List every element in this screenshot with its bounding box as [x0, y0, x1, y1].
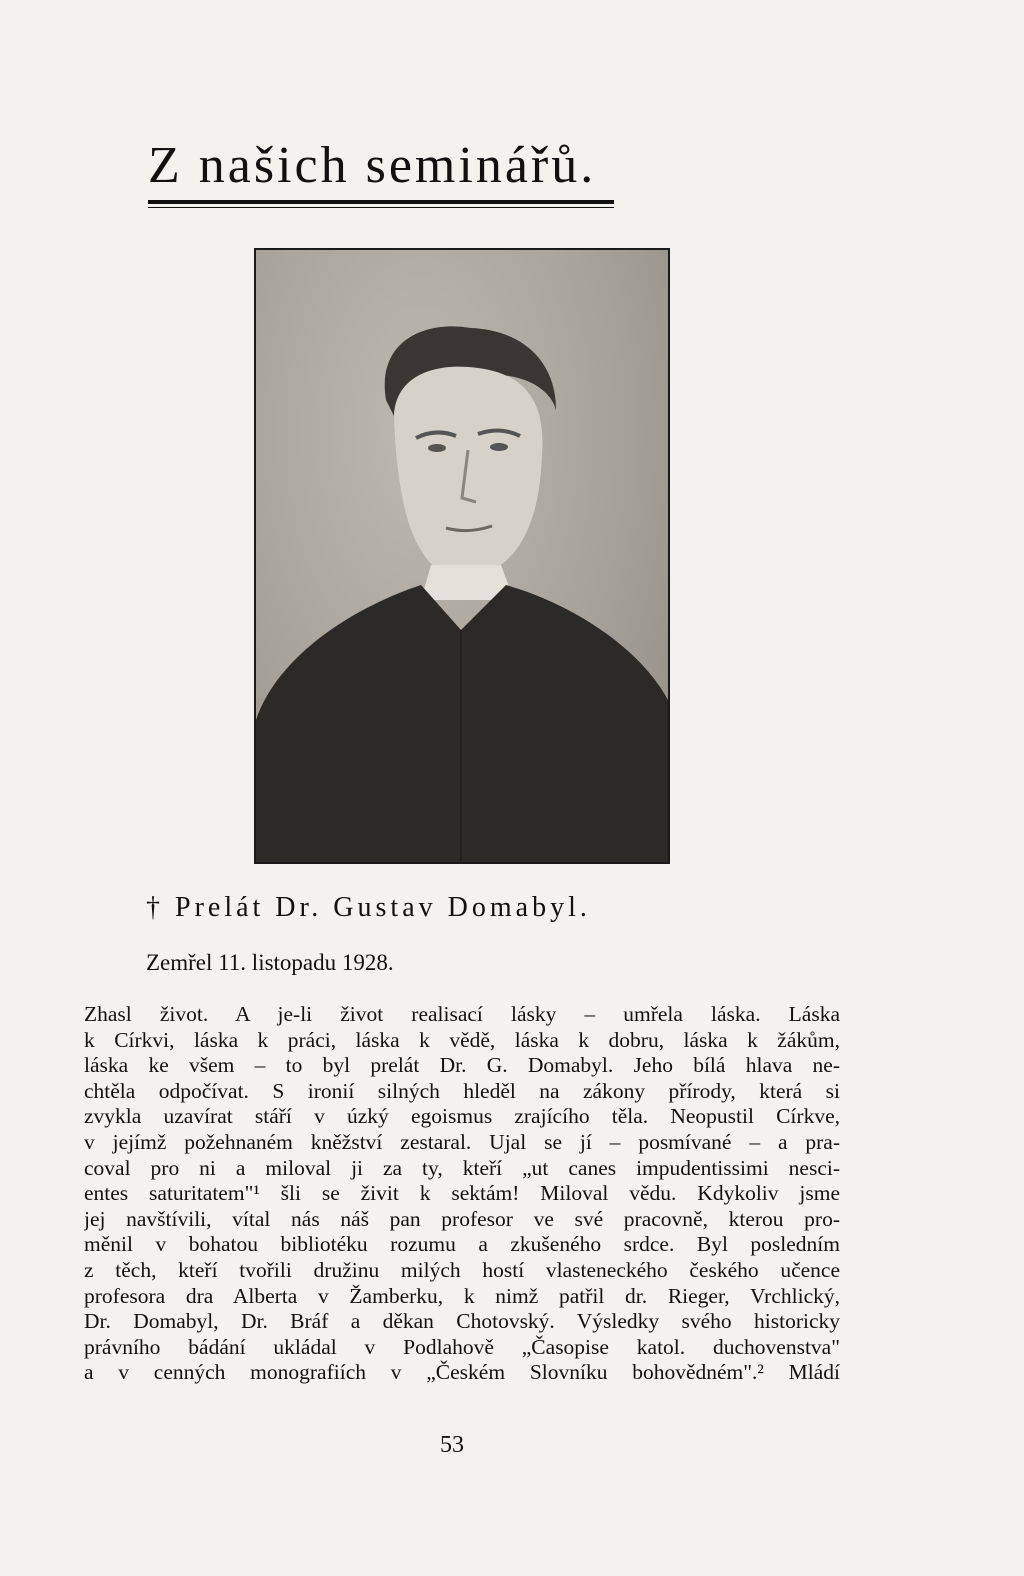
text-line: z těch, kteří tvořili družinu milých hostí vlasteneckého českého učence — [84, 1257, 840, 1282]
text-line: chtěla odpočívat. S ironií silných hleděl na zákony přírody, která si — [84, 1078, 840, 1103]
text-line: v jejímž požehnaném kněžství zestaral. Ujal se jí – posmívané – a pra- — [84, 1129, 840, 1154]
page-title: Z našich seminářů. — [148, 137, 597, 194]
page-number: 53 — [440, 1432, 464, 1458]
text-line: zvykla uzavírat stáří v úzký egoismus zrajícího těla. Neopustil Církve, — [84, 1104, 840, 1129]
text-line: Zhasl život. A je-li život realisací lásky – umřela láska. Láska — [84, 1002, 840, 1026]
title-rule-thin — [148, 207, 614, 208]
text-line: měnil v bohatou bibliotéku rozumu a zkušeného srdce. Byl posledním — [84, 1232, 840, 1257]
text-line: coval pro ni a miloval ji za ty, kteří „ut canes impudentissimi nesci- — [84, 1155, 840, 1180]
text-line: a v cenných monografiích v „Českém Slovníku bohovědném".² Mládí — [84, 1360, 840, 1385]
portrait-silhouette-icon — [256, 250, 668, 862]
caption-date: Zemřel 11. listopadu 1928. — [146, 950, 394, 975]
body-text — [84, 1002, 840, 1386]
caption-name: † Prelát Dr. Gustav Domabyl. — [146, 892, 591, 923]
portrait-photo — [254, 248, 670, 864]
text-line: profesora dra Alberta v Žamberku, k nimž patřil dr. Rieger, Vrchlický, — [84, 1283, 840, 1308]
text-line: láska ke všem – to byl prelát Dr. G. Domabyl. Jeho bílá hlava ne- — [84, 1053, 840, 1078]
title-rule-thick — [148, 200, 614, 204]
text-line: Dr. Domabyl, Dr. Bráf a děkan Chotovský. Výsledky svého historicky — [84, 1309, 840, 1334]
text-line: jej navštívili, vítal nás náš pan profesor ve své pracovně, kterou pro- — [84, 1206, 840, 1231]
text-line: k Církvi, láska k práci, láska k vědě, láska k dobru, láska k žákům, — [84, 1027, 840, 1052]
text-line: právního bádání ukládal v Podlahově „Časopise katol. duchovenstva" — [84, 1334, 840, 1359]
text-line: entes saturitatem"¹ šli se živit k sektám! Miloval vědu. Kdykoliv jsme — [84, 1181, 840, 1206]
